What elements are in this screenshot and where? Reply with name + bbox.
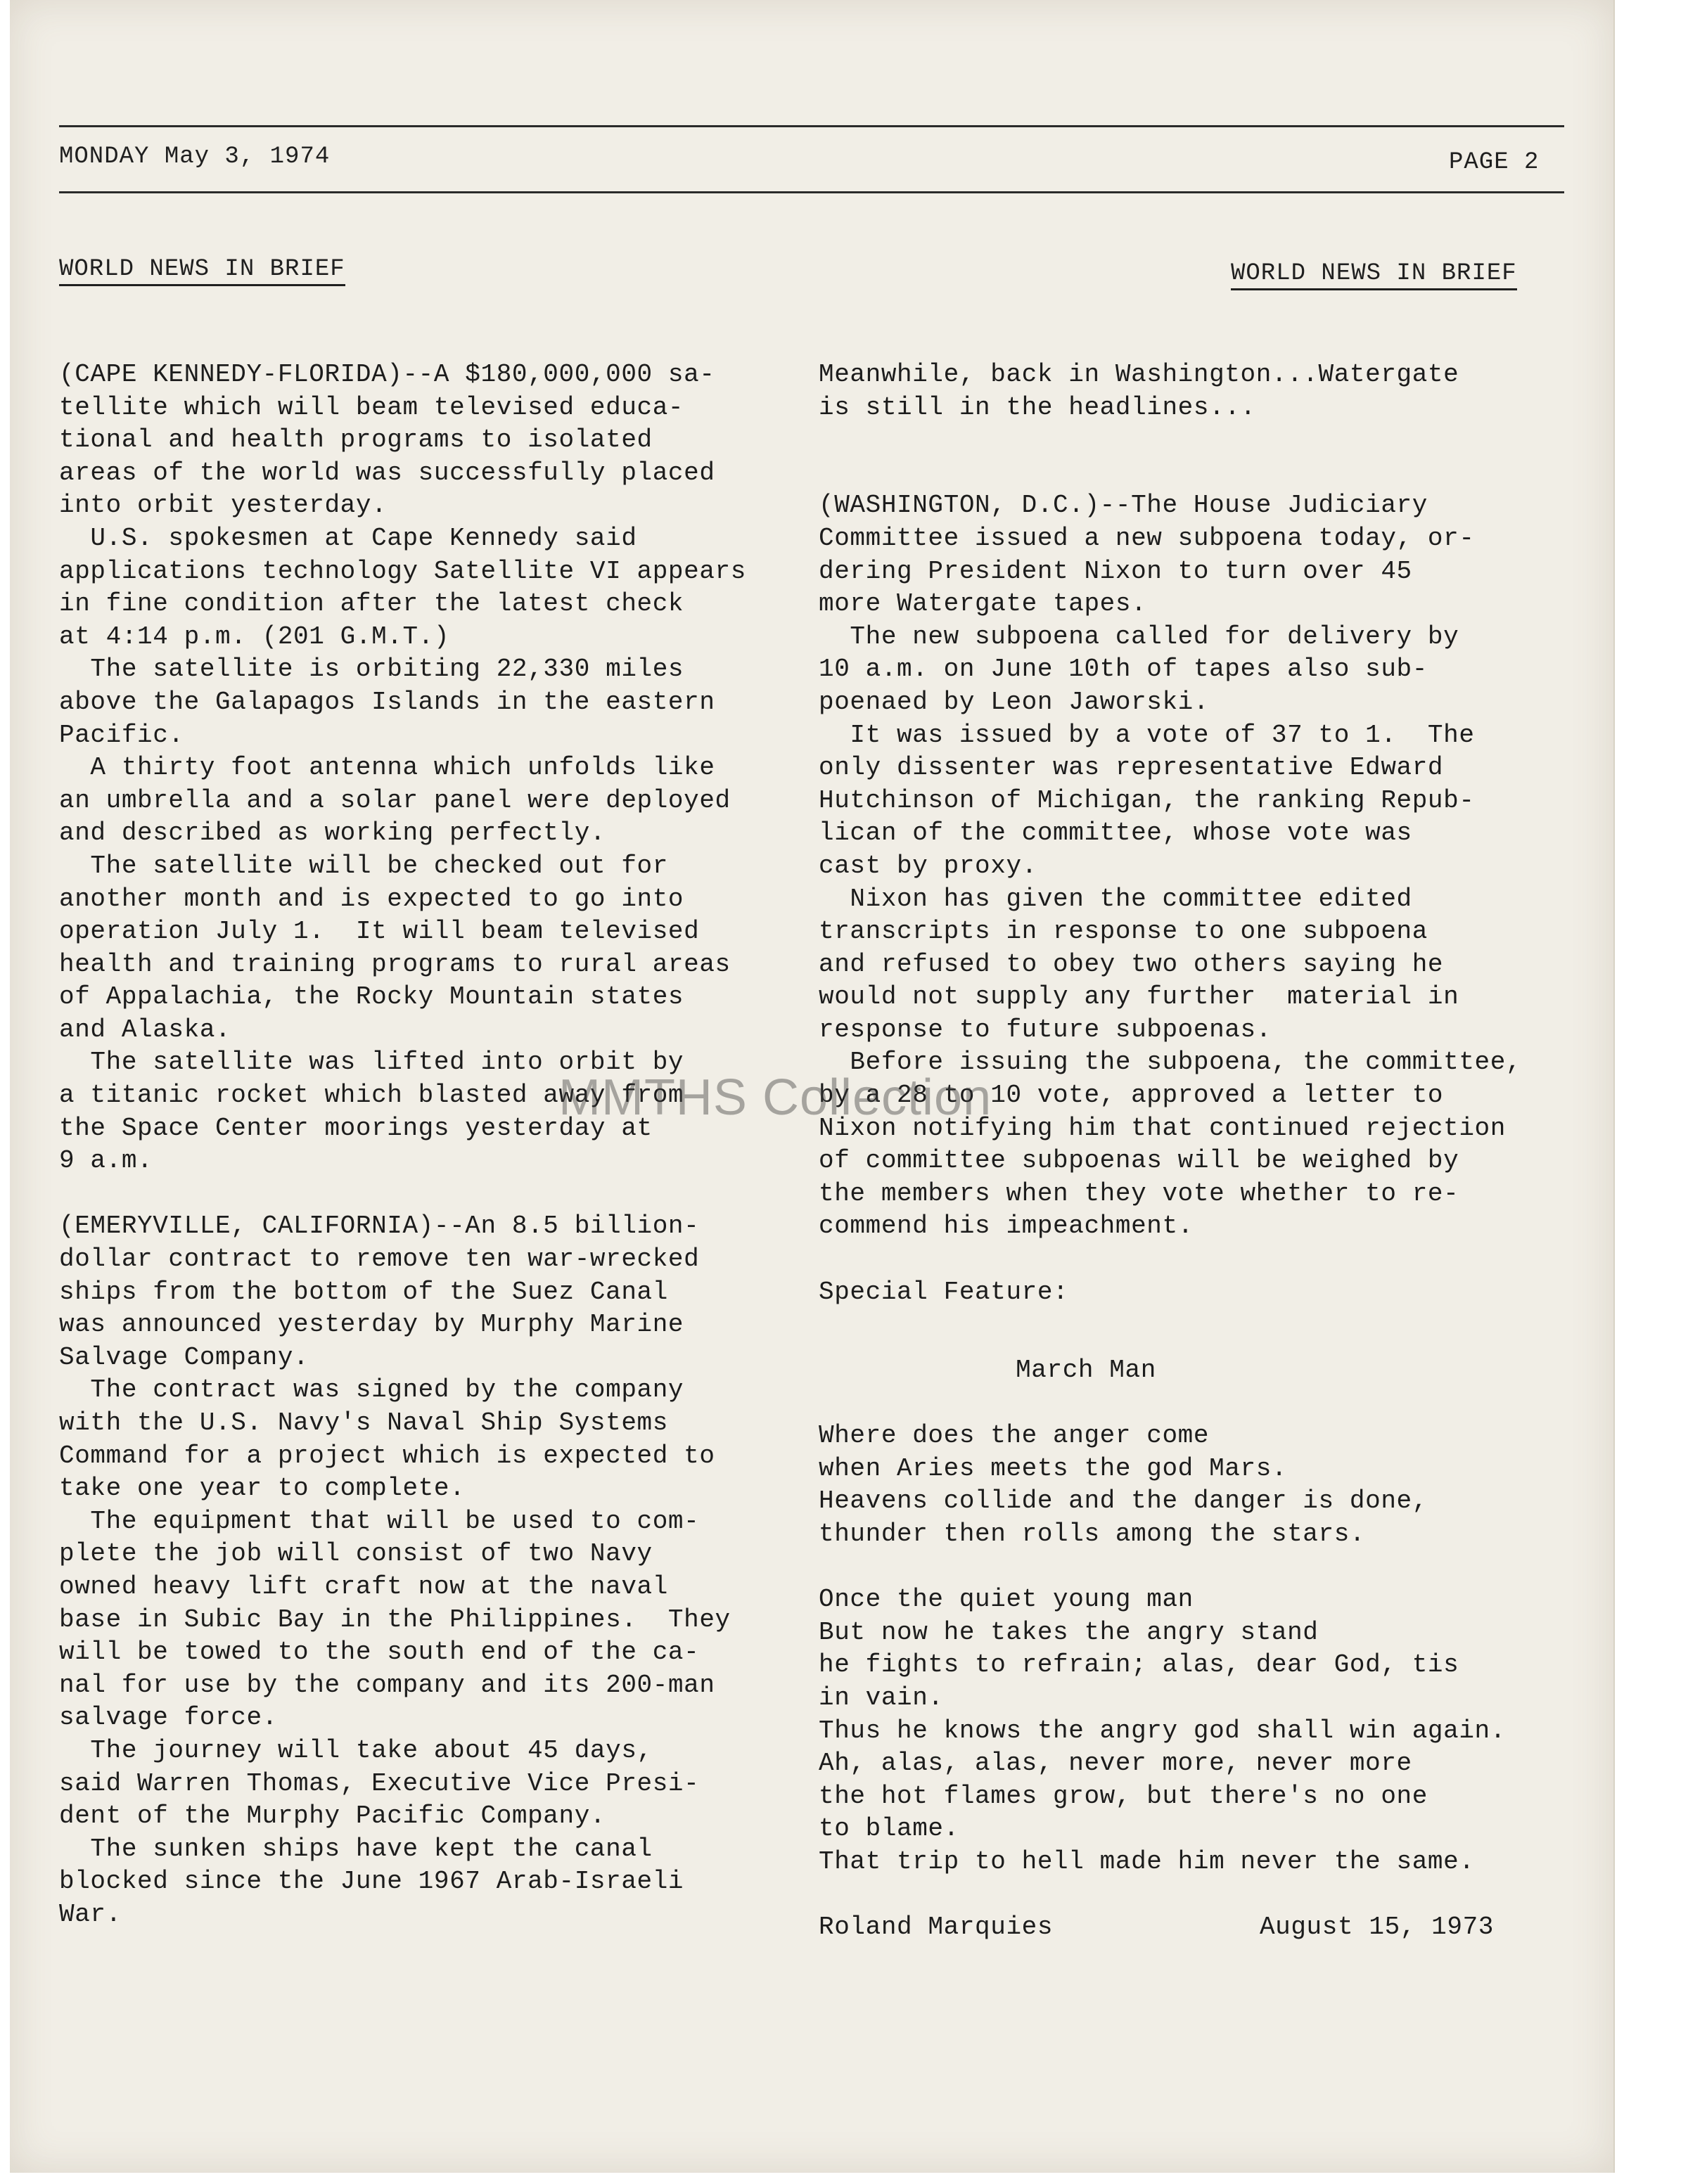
text-line — [819, 457, 1599, 490]
text-line: tional and health programs to isolated — [59, 425, 653, 455]
text-line: a titanic rocket which blasted away from — [59, 1081, 684, 1110]
text-line — [59, 1178, 826, 1211]
newsletter-page — [10, 0, 1615, 2173]
section-title-left: WORLD NEWS IN BRIEF — [59, 256, 345, 286]
text-line: Special Feature: — [819, 1277, 1069, 1306]
text-line: cast by proxy. — [819, 851, 1037, 880]
section-title-right: WORLD NEWS IN BRIEF — [1231, 260, 1517, 290]
text-line: Hutchinson of Michigan, the ranking Repub- — [819, 785, 1475, 815]
text-line: would not supply any further material in — [819, 982, 1459, 1012]
text-line: dollar contract to remove ten war-wrecked — [59, 1245, 700, 1274]
text-line: and described as working perfectly. — [59, 818, 606, 848]
poem-line: Ah, alas, alas, never more, never more — [819, 1749, 1412, 1778]
text-line: nal for use by the company and its 200-man — [59, 1670, 715, 1700]
poem-line: he fights to refrain; alas, dear God, tis — [819, 1650, 1459, 1680]
text-line: health and training programs to rural areas — [59, 949, 731, 979]
header-rule-top — [59, 125, 1564, 127]
text-line: of committee subpoenas will be weighed by — [819, 1146, 1459, 1176]
poem-line: Where does the anger come — [819, 1421, 1210, 1451]
poem-block — [819, 1354, 1522, 1944]
text-line: and Alaska. — [59, 1015, 231, 1044]
poem-line: Heavens collide and the danger is done, — [819, 1486, 1428, 1516]
poem-line — [819, 1551, 1522, 1584]
text-line: Pacific. — [59, 720, 184, 750]
text-line: The satellite will be checked out for — [59, 851, 668, 880]
text-line: at 4:14 p.m. (201 G.M.T.) — [59, 622, 450, 651]
text-line: The journey will take about 45 days, — [59, 1735, 653, 1765]
text-line: The satellite was lifted into orbit by — [59, 1048, 684, 1077]
text-line: War. — [59, 1899, 122, 1929]
text-line: Salvage Company. — [59, 1342, 309, 1372]
poem-line: That trip to hell made him never the same. — [819, 1846, 1475, 1876]
text-line: (WASHINGTON, D.C.)--The House Judiciary — [819, 491, 1428, 520]
text-line: the Space Center moorings yesterday at — [59, 1113, 653, 1143]
text-line: Meanwhile, back in Washington...Watergate — [819, 360, 1459, 389]
text-line: Before issuing the subpoena, the committee, — [819, 1048, 1522, 1077]
text-line: take one year to complete. — [59, 1474, 466, 1503]
poem-author: Roland Marquies — [819, 1913, 1054, 1942]
text-line: dering President Nixon to turn over 45 — [819, 556, 1412, 586]
text-line: (CAPE KENNEDY-FLORIDA)--A $180,000,000 sa- — [59, 360, 715, 389]
text-line: owned heavy lift craft now at the naval — [59, 1572, 668, 1601]
poem-date: August 15, 1973 — [1259, 1913, 1494, 1942]
text-line: another month and is expected to go into — [59, 884, 684, 913]
poem-line: the hot flames grow, but there's no one — [819, 1781, 1428, 1811]
text-line: is still in the headlines... — [819, 392, 1256, 422]
poem-line: in vain. — [819, 1683, 944, 1712]
text-line: commend his impeachment. — [819, 1212, 1194, 1241]
text-line: transcripts in response to one subpoena — [819, 917, 1428, 946]
poem-line: to blame. — [819, 1814, 959, 1844]
text-line: U.S. spokesmen at Cape Kennedy said — [59, 523, 637, 553]
text-line: A thirty foot antenna which unfolds like — [59, 753, 715, 783]
text-line: Nixon notifying him that continued rejection — [819, 1113, 1506, 1143]
text-line: The sunken ships have kept the canal — [59, 1834, 653, 1863]
text-line: an umbrella and a solar panel were deployed — [59, 785, 731, 815]
poem-line: Once the quiet young man — [819, 1585, 1194, 1614]
text-line — [819, 1243, 1599, 1276]
text-line: 10 a.m. on June 10th of tapes also sub- — [819, 655, 1428, 684]
text-line: tellite which will beam televised educa- — [59, 392, 684, 422]
text-line: areas of the world was successfully placed — [59, 458, 715, 487]
text-line: above the Galapagos Islands in the eastern — [59, 687, 715, 717]
text-line: in fine condition after the latest check — [59, 589, 684, 619]
text-line: with the U.S. Navy's Naval Ship Systems — [59, 1408, 668, 1437]
text-line: base in Subic Bay in the Philippines. They — [59, 1605, 731, 1634]
text-line: poenaed by Leon Jaworski. — [819, 687, 1210, 717]
text-line: 9 a.m. — [59, 1146, 153, 1176]
text-line: Nixon has given the committee edited — [819, 884, 1412, 913]
text-line: (EMERYVILLE, CALIFORNIA)--An 8.5 billion- — [59, 1212, 700, 1241]
text-line: was announced yesterday by Murphy Marine — [59, 1310, 684, 1340]
text-line: It was issued by a vote of 37 to 1. The — [819, 720, 1475, 750]
text-line: ships from the bottom of the Suez Canal — [59, 1277, 668, 1306]
poem-signature — [819, 1911, 1494, 1944]
text-line: The satellite is orbiting 22,330 miles — [59, 655, 684, 684]
text-line: lican of the committee, whose vote was — [819, 818, 1412, 848]
text-line: blocked since the June 1967 Arab-Israeli — [59, 1867, 684, 1896]
text-line: and refused to obey two others saying he — [819, 949, 1444, 979]
poem-line: But now he takes the angry stand — [819, 1617, 1319, 1647]
poem-title: March Man — [1016, 1356, 1156, 1385]
right-news-column — [819, 359, 1599, 1309]
text-line: dent of the Murphy Pacific Company. — [59, 1801, 606, 1831]
text-line: The new subpoena called for delivery by — [819, 622, 1459, 651]
page-number: PAGE 2 — [1449, 149, 1540, 176]
issue-date: MONDAY May 3, 1974 — [59, 143, 331, 170]
collection-watermark: MMTHS Collection — [558, 1069, 992, 1126]
text-line: will be towed to the south end of the ca- — [59, 1638, 700, 1667]
text-line — [819, 424, 1599, 457]
text-line: more Watergate tapes. — [819, 589, 1147, 619]
text-line: of Appalachia, the Rocky Mountain states — [59, 982, 684, 1012]
poem-line: thunder then rolls among the stars. — [819, 1519, 1366, 1548]
text-line: the members when they vote whether to re- — [819, 1178, 1459, 1208]
text-line: The equipment that will be used to com- — [59, 1506, 700, 1536]
text-line: plete the job will consist of two Navy — [59, 1539, 653, 1569]
text-line: Command for a project which is expected to — [59, 1441, 715, 1470]
text-line: salvage force. — [59, 1703, 278, 1733]
text-line: response to future subpoenas. — [819, 1015, 1272, 1044]
text-line: into orbit yesterday. — [59, 491, 388, 520]
text-line: The contract was signed by the company — [59, 1375, 684, 1405]
header-rule-bottom — [59, 191, 1564, 193]
text-line: said Warren Thomas, Executive Vice Presi- — [59, 1768, 700, 1798]
text-line: applications technology Satellite VI appears — [59, 556, 746, 586]
left-news-column — [59, 359, 826, 1932]
text-line: by a 28 to 10 vote, approved a letter to — [819, 1081, 1444, 1110]
poem-line: when Aries meets the god Mars. — [819, 1453, 1288, 1483]
text-line: Committee issued a new subpoena today, or- — [819, 523, 1475, 553]
poem-line: Thus he knows the angry god shall win again. — [819, 1716, 1506, 1745]
text-line: operation July 1. It will beam televised — [59, 917, 700, 946]
poem-lines — [819, 1420, 1522, 1878]
text-line: only dissenter was representative Edward — [819, 753, 1444, 783]
